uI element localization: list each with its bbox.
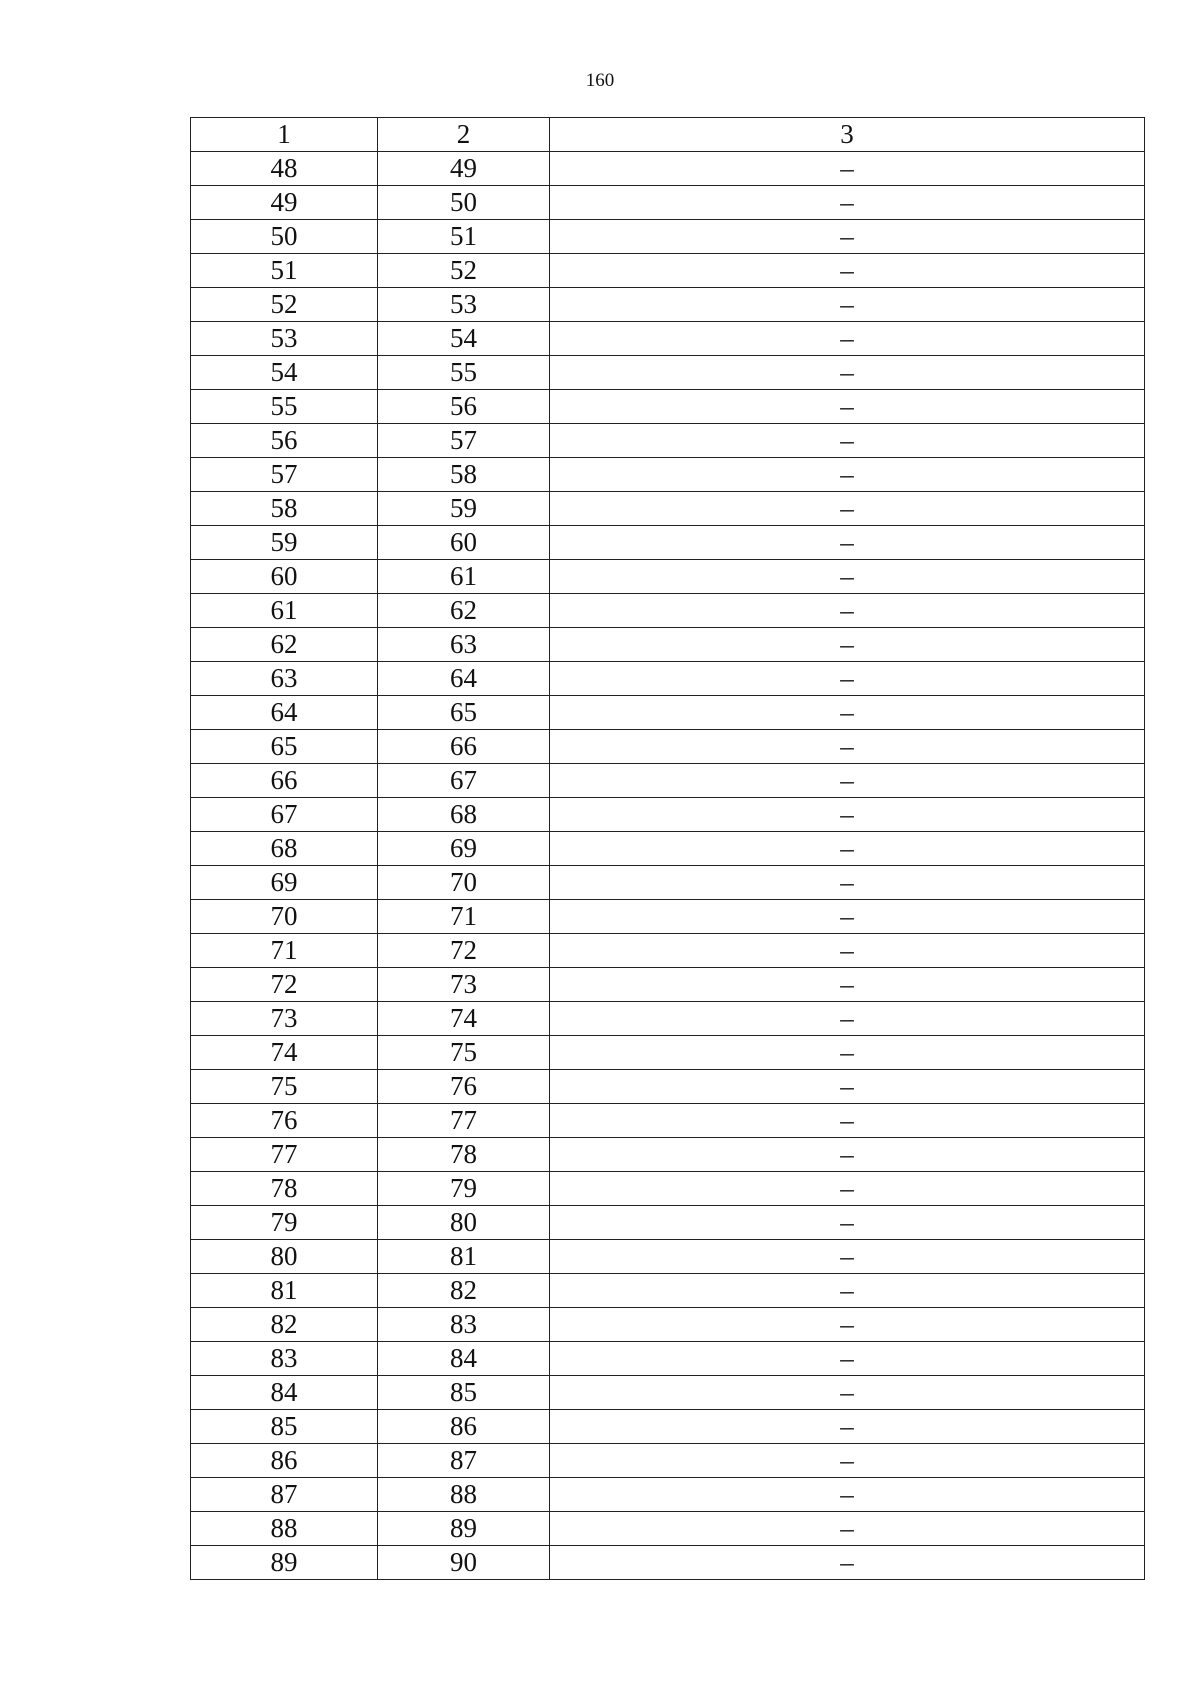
table-row: [191, 1036, 1145, 1070]
table-row: [191, 1138, 1145, 1172]
table-cell: 72: [191, 968, 378, 1002]
table-cell: 86: [378, 1410, 550, 1444]
table-row: [191, 1444, 1145, 1478]
table-cell: 85: [191, 1410, 378, 1444]
table-cell: 83: [191, 1342, 378, 1376]
table-cell: 85: [378, 1376, 550, 1410]
table-cell: –: [550, 1138, 1145, 1172]
table-cell: 82: [191, 1308, 378, 1342]
table-cell: 65: [191, 730, 378, 764]
table-cell: –: [550, 424, 1145, 458]
table-cell: 84: [191, 1376, 378, 1410]
table-cell: 86: [191, 1444, 378, 1478]
table-cell: 65: [378, 696, 550, 730]
table-cell: 72: [378, 934, 550, 968]
table-cell: 71: [378, 900, 550, 934]
table-cell: 66: [378, 730, 550, 764]
table-cell: –: [550, 764, 1145, 798]
table-cell: 60: [378, 526, 550, 560]
table-cell: 49: [378, 152, 550, 186]
table-cell: 67: [191, 798, 378, 832]
table-cell: 89: [191, 1546, 378, 1580]
table-row: [191, 1308, 1145, 1342]
table-cell: –: [550, 1206, 1145, 1240]
column-header: 1: [191, 118, 378, 152]
table-row: [191, 900, 1145, 934]
table-cell: –: [550, 900, 1145, 934]
table-cell: –: [550, 186, 1145, 220]
table-row: [191, 1206, 1145, 1240]
table-row: [191, 1240, 1145, 1274]
table-row: [191, 798, 1145, 832]
table-row: [191, 492, 1145, 526]
table-row: [191, 254, 1145, 288]
table-cell: 70: [191, 900, 378, 934]
table-cell: 87: [191, 1478, 378, 1512]
table-cell: 81: [191, 1274, 378, 1308]
table-cell: 51: [378, 220, 550, 254]
table-cell: 54: [378, 322, 550, 356]
table-cell: 57: [378, 424, 550, 458]
table-row: [191, 1342, 1145, 1376]
table-cell: 53: [378, 288, 550, 322]
table-cell: –: [550, 322, 1145, 356]
table-cell: 57: [191, 458, 378, 492]
table-cell: –: [550, 1070, 1145, 1104]
table-body: [191, 118, 1145, 1580]
table-row: [191, 1478, 1145, 1512]
table-cell: 83: [378, 1308, 550, 1342]
table-cell: 50: [191, 220, 378, 254]
table-cell: 80: [191, 1240, 378, 1274]
table-row: [191, 526, 1145, 560]
table-row: [191, 356, 1145, 390]
table-cell: 53: [191, 322, 378, 356]
table-cell: 52: [191, 288, 378, 322]
table-row: [191, 1410, 1145, 1444]
table-cell: 59: [378, 492, 550, 526]
table-cell: 80: [378, 1206, 550, 1240]
table-cell: –: [550, 1342, 1145, 1376]
table-cell: 71: [191, 934, 378, 968]
table-row: [191, 560, 1145, 594]
table-cell: –: [550, 1410, 1145, 1444]
table-cell: 61: [378, 560, 550, 594]
table-row: [191, 696, 1145, 730]
table-cell: –: [550, 220, 1145, 254]
table-cell: 76: [191, 1104, 378, 1138]
table-cell: 48: [191, 152, 378, 186]
table-cell: –: [550, 662, 1145, 696]
table-cell: 61: [191, 594, 378, 628]
table-cell: 82: [378, 1274, 550, 1308]
table-cell: 58: [378, 458, 550, 492]
table-row: [191, 1070, 1145, 1104]
table-cell: 74: [378, 1002, 550, 1036]
table-cell: –: [550, 1512, 1145, 1546]
table-cell: –: [550, 594, 1145, 628]
table-cell: 68: [378, 798, 550, 832]
table-row: [191, 1274, 1145, 1308]
table-cell: 90: [378, 1546, 550, 1580]
table-cell: 64: [378, 662, 550, 696]
table-row: [191, 424, 1145, 458]
table-cell: –: [550, 730, 1145, 764]
table-cell: 75: [191, 1070, 378, 1104]
table-row: [191, 220, 1145, 254]
table-row: [191, 1512, 1145, 1546]
table-cell: –: [550, 1444, 1145, 1478]
column-header: 2: [378, 118, 550, 152]
table-cell: 79: [191, 1206, 378, 1240]
table-cell: 64: [191, 696, 378, 730]
table-cell: 77: [191, 1138, 378, 1172]
table-cell: 78: [378, 1138, 550, 1172]
table-row: [191, 730, 1145, 764]
table-cell: 59: [191, 526, 378, 560]
page-number: 160: [585, 70, 615, 91]
table-cell: –: [550, 526, 1145, 560]
table-row: [191, 594, 1145, 628]
table-cell: –: [550, 560, 1145, 594]
table-cell: 74: [191, 1036, 378, 1070]
table-row: [191, 1104, 1145, 1138]
table-cell: –: [550, 1240, 1145, 1274]
table-cell: –: [550, 152, 1145, 186]
table-row: [191, 1376, 1145, 1410]
table-cell: 55: [191, 390, 378, 424]
table-cell: 68: [191, 832, 378, 866]
table-cell: 54: [191, 356, 378, 390]
table-cell: 69: [191, 866, 378, 900]
table-cell: –: [550, 288, 1145, 322]
table-cell: –: [550, 356, 1145, 390]
table-row: [191, 662, 1145, 696]
table-row: [191, 1546, 1145, 1580]
table-cell: –: [550, 458, 1145, 492]
table-cell: 73: [191, 1002, 378, 1036]
table-cell: 77: [378, 1104, 550, 1138]
table-cell: –: [550, 1036, 1145, 1070]
table-cell: –: [550, 1546, 1145, 1580]
table-cell: –: [550, 968, 1145, 1002]
table-cell: –: [550, 934, 1145, 968]
table-cell: –: [550, 1172, 1145, 1206]
table-cell: –: [550, 1308, 1145, 1342]
table-cell: 49: [191, 186, 378, 220]
table-cell: –: [550, 1104, 1145, 1138]
table-row: [191, 288, 1145, 322]
table-cell: 78: [191, 1172, 378, 1206]
table-cell: –: [550, 1376, 1145, 1410]
table-cell: 55: [378, 356, 550, 390]
table-cell: 50: [378, 186, 550, 220]
table-cell: 56: [378, 390, 550, 424]
table-row: [191, 832, 1145, 866]
table-cell: –: [550, 390, 1145, 424]
table-cell: 69: [378, 832, 550, 866]
table-row: [191, 866, 1145, 900]
table-row: [191, 968, 1145, 1002]
table-cell: 88: [191, 1512, 378, 1546]
table-cell: 66: [191, 764, 378, 798]
table-cell: 75: [378, 1036, 550, 1070]
table-cell: –: [550, 254, 1145, 288]
table-cell: 88: [378, 1478, 550, 1512]
table-cell: –: [550, 628, 1145, 662]
table-cell: 87: [378, 1444, 550, 1478]
table-cell: –: [550, 798, 1145, 832]
table-cell: 52: [378, 254, 550, 288]
table-cell: –: [550, 866, 1145, 900]
table-cell: 79: [378, 1172, 550, 1206]
table-row: [191, 1172, 1145, 1206]
table-cell: –: [550, 492, 1145, 526]
data-table: [190, 117, 1145, 1580]
table-row: [191, 322, 1145, 356]
table-cell: 63: [378, 628, 550, 662]
table-cell: 63: [191, 662, 378, 696]
table-cell: 62: [191, 628, 378, 662]
table-row: [191, 628, 1145, 662]
table-cell: –: [550, 832, 1145, 866]
table-row: [191, 764, 1145, 798]
table-cell: 56: [191, 424, 378, 458]
table-cell: –: [550, 1274, 1145, 1308]
table-cell: 81: [378, 1240, 550, 1274]
table-cell: 73: [378, 968, 550, 1002]
table-cell: 84: [378, 1342, 550, 1376]
column-header: 3: [550, 118, 1145, 152]
table-cell: –: [550, 696, 1145, 730]
table-cell: 70: [378, 866, 550, 900]
table-row: [191, 152, 1145, 186]
table-cell: –: [550, 1478, 1145, 1512]
table-cell: 58: [191, 492, 378, 526]
table-row: [191, 458, 1145, 492]
table-cell: 67: [378, 764, 550, 798]
table-row: [191, 390, 1145, 424]
table-row: [191, 1002, 1145, 1036]
table-cell: 89: [378, 1512, 550, 1546]
table-header-row: [191, 118, 1145, 152]
table-cell: 51: [191, 254, 378, 288]
table-cell: 76: [378, 1070, 550, 1104]
table-cell: –: [550, 1002, 1145, 1036]
table-cell: 60: [191, 560, 378, 594]
table-cell: 62: [378, 594, 550, 628]
table-row: [191, 934, 1145, 968]
table-row: [191, 186, 1145, 220]
